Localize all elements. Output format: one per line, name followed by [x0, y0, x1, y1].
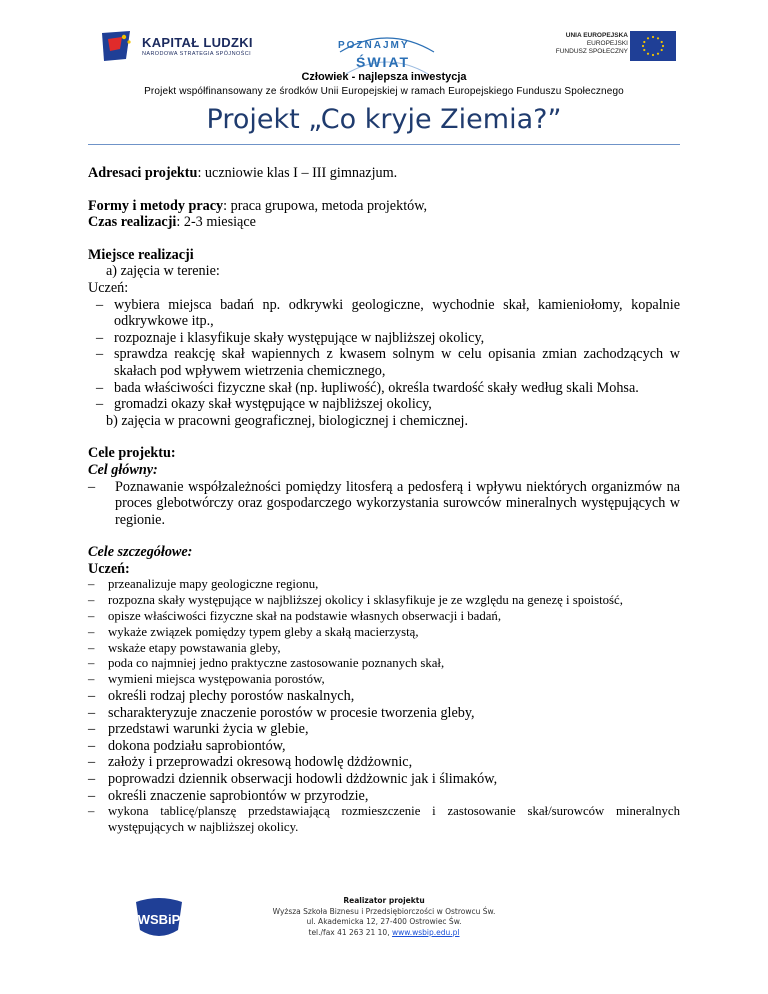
footer-line-2: ul. Akademicka 12, 27-400 Ostrowiec Św. — [306, 917, 462, 926]
eu-flag-icon — [630, 31, 676, 61]
miejsce-list — [88, 297, 680, 413]
szczegolowe-list-small — [88, 577, 680, 688]
footer-website-link[interactable]: www.wsbip.edu.pl — [391, 927, 460, 937]
list-item: – wskaże etapy powstawania gleby, — [88, 641, 680, 657]
cele-heading — [88, 445, 680, 462]
adresaci-line — [88, 165, 680, 182]
list-item: – rozpoznaje i klasyfikuje skały występujące w najbliższej okolicy, — [88, 330, 680, 347]
wsbip-logo-text: WSBiP — [137, 912, 181, 927]
szczegolowe-heading — [88, 544, 680, 561]
list-item: – przeanalizuje mapy geologiczne regionu, — [88, 577, 680, 593]
ue-line-1: UNIA EUROPEJSKA — [565, 32, 628, 39]
page-title: Projekt „Co kryje Ziemia?” — [206, 104, 562, 135]
list-item: – określi znaczenie saprobiontów w przyrodzie, — [88, 788, 680, 805]
tagline-cofinancing: Projekt współfinansowany ze środków Unii Europejskiej w ramach Europejskiego Funduszu Społecznego — [144, 86, 624, 97]
miejsce-heading-text: Miejsce realizacji — [88, 246, 194, 263]
page-header — [0, 0, 768, 110]
list-item: – opisze właściwości fizyczne skał na podstawie własnych obserwacji i badań, — [88, 609, 680, 625]
cel-glowny-text: – Poznawanie współzależności pomiędzy litosferą a pedosferą i wpływu niektórych organizmów na proces glebotwórczy oraz gospodarczego wykorzystania surowców mineralnych występujących w regionie. — [88, 479, 680, 529]
miejsce-uczen: Uczeń: — [88, 279, 129, 296]
czas-value: : 2-3 miesiące — [176, 214, 256, 231]
wsbip-logo — [130, 896, 188, 940]
wsbip-logo-icon — [130, 896, 188, 940]
poznajmy-text: POZNAJMY — [338, 40, 410, 51]
unia-europejska-logo — [536, 28, 676, 68]
formy-value: : praca grupowa, metoda projektów, — [223, 197, 428, 214]
formy-label: Formy i metody pracy — [88, 197, 224, 214]
adresaci-label: Adresaci projektu — [88, 165, 198, 181]
ue-line-2: EUROPEJSKI — [586, 40, 628, 47]
list-item: – wymieni miejsca występowania porostów, — [88, 672, 680, 688]
list-item: – wybiera miejsca badań np. odkrywki geologiczne, wychodnie skał, kamieniołomy, kopalnie odkrywkowe itp., — [88, 297, 680, 330]
czas-label: Czas realizacji — [88, 214, 177, 231]
footer-line-1: Wyższa Szkoła Biznesu i Przedsiębiorczości w Ostrowcu Św. — [272, 906, 496, 916]
list-item: – gromadzi okazy skał występujące w najbliższej okolicy, — [88, 396, 680, 413]
footer-line-3 — [220, 928, 548, 939]
footer-title: Realizator projektu — [343, 896, 425, 905]
list-item: – dokona podziału saprobiontów, — [88, 738, 680, 755]
cel-glowny-label — [88, 462, 680, 479]
footer-info — [220, 896, 548, 938]
czas-line — [88, 214, 680, 231]
document-body — [88, 165, 680, 836]
cele-heading-text: Cele projektu: — [88, 445, 176, 462]
list-item: – sprawdza reakcję skał wapiennych z kwasem solnym w celu opisania zmian zachodzących w skałach pod wpływem wietrzenia chemicznego, — [88, 346, 680, 379]
title-underline — [88, 144, 680, 145]
kapital-ludzki-flag-icon — [100, 29, 136, 65]
szczegolowe-last — [88, 804, 680, 836]
list-item: – rozpozna skały występujące w najbliższej okolicy i sklasyfikuje je ze względu na genezę i spoistość, — [88, 593, 680, 609]
page-footer — [0, 888, 768, 958]
kapital-ludzki-logo — [100, 27, 300, 67]
list-item: – wykaże związek pomiędzy typem gleby a skałą macierzystą, — [88, 625, 680, 641]
list-item: – scharakteryzuje znaczenie porostów w procesie tworzenia gleby, — [88, 705, 680, 722]
footer-phone: tel./fax 41 263 21 10, — [308, 927, 392, 937]
formy-line — [88, 198, 680, 215]
szczegolowe-uczen — [88, 561, 680, 578]
miejsce-item-a: a) zajęcia w terenie: — [106, 263, 220, 280]
kapital-ludzki-subtitle: NARODOWA STRATEGIA SPÓJNOŚCI — [142, 51, 251, 57]
szczegolowe-heading-text: Cele szczegółowe: — [88, 544, 193, 561]
tagline-main: Człowiek - najlepsza inwestycja — [301, 71, 467, 83]
adresaci-value: : uczniowie klas I – III gimnazjum. — [197, 165, 398, 181]
szczegolowe-list — [88, 688, 680, 804]
kapital-ludzki-title: KAPITAŁ LUDZKI — [142, 35, 253, 50]
swiat-text: ŚWIAT — [356, 54, 411, 70]
list-item: – poda co najmniej jedno praktyczne zastosowanie poznanych skał, — [88, 656, 680, 672]
list-item: – bada właściwości fizyczne skał (np. łupliwość), określa twardość skały według skali Mohsa. — [88, 380, 680, 397]
list-item: – przedstawi warunki życia w glebie, — [88, 721, 680, 738]
ue-line-3: FUNDUSZ SPOŁECZNY — [555, 48, 628, 55]
list-item: – poprowadzi dziennik obserwacji hodowli dżdżownic jak i ślimaków, — [88, 771, 680, 788]
miejsce-heading — [88, 247, 680, 264]
list-item: – założy i przeprowadzi okresową hodowlę dżdżownic, — [88, 754, 680, 771]
miejsce-item-b: b) zajęcia w pracowni geograficznej, biologicznej i chemicznej. — [106, 412, 468, 429]
list-item: – określi rodzaj plechy porostów naskalnych, — [88, 688, 680, 705]
cel-glowny-label-text: Cel główny: — [88, 461, 158, 478]
list-item: – wykona tablicę/planszę przedstawiającą rozmieszczenie i zastosowanie skał/surowców mineralnych występujących w najbliższej okolicy. — [88, 804, 680, 836]
ue-logo-text — [556, 32, 628, 56]
szczegolowe-uczen-text: Uczeń: — [88, 560, 130, 577]
